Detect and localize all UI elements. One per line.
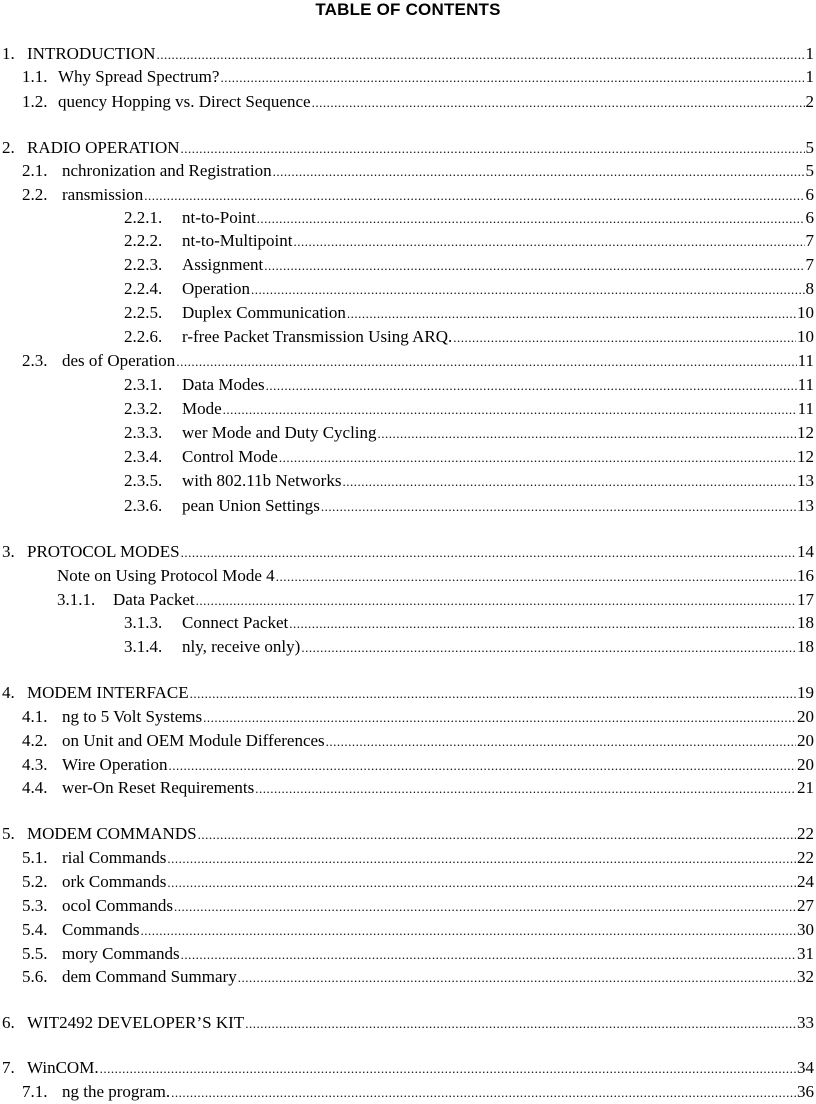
- toc-entry-number: 1.1.: [22, 67, 48, 86]
- dot-leader: [378, 423, 796, 443]
- toc-entry-title: WinCOM.: [27, 1058, 99, 1077]
- toc-entry-number: 4.2.: [22, 731, 48, 750]
- toc-entry[interactable]: [124, 327, 814, 347]
- toc-entry-number: 3.1.1.: [57, 590, 96, 609]
- toc-entry-page: 14: [797, 542, 814, 561]
- toc-entry-title: Data Packet: [113, 590, 195, 609]
- toc-entry-page: 19: [797, 683, 814, 702]
- toc-entry[interactable]: [2, 542, 814, 562]
- toc-entry-number: 2.3.5.: [124, 471, 163, 490]
- toc-entry-number: 2.3.3.: [124, 423, 163, 442]
- toc-entry-title: Commands: [62, 920, 140, 939]
- toc-entry-page: 22: [797, 848, 814, 867]
- toc-entry-page: 13: [797, 471, 814, 490]
- toc-entry-title: INTRODUCTION: [27, 44, 156, 63]
- toc-entry-title: pean Union Settings: [182, 496, 320, 515]
- toc-entry[interactable]: [124, 423, 814, 443]
- toc-entry[interactable]: [124, 375, 814, 395]
- dot-leader: [167, 848, 796, 868]
- toc-entry-title: ng to 5 Volt Systems: [62, 707, 203, 726]
- toc-entry-page: 13: [797, 496, 814, 515]
- dot-leader: [169, 755, 796, 775]
- toc-entry[interactable]: [124, 208, 814, 228]
- dot-leader: [321, 496, 796, 516]
- toc-entry[interactable]: [124, 303, 814, 323]
- toc-entry-title: wer-On Reset Requirements: [62, 778, 255, 797]
- toc-entry[interactable]: [2, 1058, 814, 1078]
- toc-entry-number: 5.4.: [22, 920, 48, 939]
- toc-entry[interactable]: [2, 1013, 814, 1033]
- toc-entry[interactable]: [22, 92, 814, 112]
- toc-entry[interactable]: [22, 185, 814, 205]
- dot-leader: [273, 161, 805, 181]
- toc-entry-title: Connect Packet: [182, 613, 289, 632]
- dot-leader: [171, 1082, 796, 1102]
- dot-leader: [176, 351, 796, 371]
- dot-leader: [174, 896, 796, 916]
- toc-entry[interactable]: [22, 731, 814, 751]
- dot-leader: [301, 637, 796, 657]
- toc-entry-number: 4.1.: [22, 707, 48, 726]
- toc-entry-number: 2.3.4.: [124, 447, 163, 466]
- toc-entry-title: Operation: [182, 279, 250, 298]
- toc-entry-number: 5.3.: [22, 896, 48, 915]
- toc-entry-page: 31: [797, 944, 814, 963]
- toc-entry-title: Duplex Communication: [182, 303, 346, 322]
- dot-leader: [140, 920, 796, 940]
- dot-leader: [167, 872, 796, 892]
- toc-entry-page: 24: [797, 872, 814, 891]
- toc-entry-page: 6: [805, 185, 814, 204]
- dot-leader: [245, 1013, 796, 1033]
- toc-entry-page: 7: [805, 231, 814, 250]
- toc-entry-page: 20: [797, 731, 814, 750]
- toc-entry-number: 2.2.6.: [124, 327, 163, 346]
- toc-entry-title: des of Operation: [62, 351, 176, 370]
- toc-entry-page: 12: [797, 447, 814, 466]
- toc-entry-title: WIT2492 DEVELOPER’S KIT: [27, 1013, 245, 1032]
- toc-entry-page: 5: [805, 161, 814, 180]
- dot-leader: [255, 778, 796, 798]
- toc-entry-title: Mode: [182, 399, 222, 418]
- toc-entry-number: 4.4.: [22, 778, 48, 797]
- toc-entry-number: 5.: [2, 824, 15, 843]
- toc-entry[interactable]: [22, 848, 814, 868]
- page-title: TABLE OF CONTENTS: [315, 0, 501, 19]
- toc-entry-number: 2.3.6.: [124, 496, 163, 515]
- dot-leader: [326, 731, 796, 751]
- toc-entry[interactable]: [22, 896, 814, 916]
- toc-entry-page: 2: [805, 92, 814, 111]
- toc-entry[interactable]: [2, 138, 814, 158]
- toc-entry-page: 6: [805, 208, 814, 227]
- toc-entry-title: MODEM COMMANDS: [27, 824, 197, 843]
- toc-entry-title: MODEM INTERFACE: [27, 683, 189, 702]
- toc-entry[interactable]: [22, 872, 814, 892]
- dot-leader: [264, 255, 804, 275]
- toc-entry[interactable]: [22, 351, 814, 371]
- toc-entry-number: 7.: [2, 1058, 15, 1077]
- toc-entry-title: Assignment: [182, 255, 264, 274]
- dot-leader: [266, 375, 797, 395]
- toc-entry-number: 5.5.: [22, 944, 48, 963]
- toc-entry-number: 7.1.: [22, 1082, 48, 1101]
- toc-entry-title: Control Mode: [182, 447, 278, 466]
- toc-entry-page: 11: [797, 399, 814, 418]
- toc-entry-number: 6.: [2, 1013, 15, 1032]
- toc-entry-number: 1.: [2, 44, 15, 63]
- toc-entry[interactable]: [57, 590, 814, 610]
- toc-entry-title: PROTOCOL MODES: [27, 542, 180, 561]
- toc-entry[interactable]: [22, 755, 814, 775]
- toc-entry-number: 2.2.5.: [124, 303, 163, 322]
- toc-entry-page: 17: [797, 590, 814, 609]
- toc-entry-number: 5.1.: [22, 848, 48, 867]
- toc-entry-title: nchronization and Registration: [62, 161, 272, 180]
- toc-entry-page: 8: [805, 279, 814, 298]
- toc-entry-title: on Unit and OEM Module Differences: [62, 731, 325, 750]
- toc-entry-title: Data Modes: [182, 375, 265, 394]
- toc-entry-page: 5: [805, 138, 814, 157]
- toc-entry-page: 12: [797, 423, 814, 442]
- toc-entry-number: 3.: [2, 542, 15, 561]
- toc-entry-title: ransmission: [62, 185, 144, 204]
- toc-entry-title: with 802.11b Networks: [182, 471, 342, 490]
- toc-entry-page: 1: [805, 67, 814, 86]
- dot-leader: [276, 566, 796, 586]
- dot-leader: [156, 44, 804, 64]
- toc-entry[interactable]: [22, 1082, 814, 1102]
- dot-leader: [198, 824, 796, 844]
- toc-entry[interactable]: [22, 161, 814, 181]
- dot-leader: [100, 1058, 796, 1078]
- toc-entry-page: 1: [805, 44, 814, 63]
- toc-entry[interactable]: [22, 944, 814, 964]
- toc-entry-page: 30: [797, 920, 814, 939]
- toc-entry-page: 7: [805, 255, 814, 274]
- toc-entry[interactable]: [124, 471, 814, 491]
- toc-entry-page: 10: [797, 327, 814, 346]
- dot-leader: [196, 590, 796, 610]
- toc-entry-number: 4.: [2, 683, 15, 702]
- toc-entry[interactable]: [124, 637, 814, 657]
- toc-entry-title: ork Commands: [62, 872, 167, 891]
- toc-entry-title: wer Mode and Duty Cycling: [182, 423, 377, 442]
- toc-entry-number: 2.2.2.: [124, 231, 163, 250]
- toc-entry-number: 3.1.3.: [124, 613, 163, 632]
- toc-entry-page: 27: [797, 896, 814, 915]
- toc-entry[interactable]: [57, 566, 814, 586]
- dot-leader: [279, 447, 796, 467]
- toc-entry-title: Why Spread Spectrum?: [58, 67, 220, 86]
- dot-leader: [312, 92, 805, 112]
- toc-entry-number: 5.6.: [22, 967, 48, 986]
- toc-entry-page: 20: [797, 707, 814, 726]
- dot-leader: [220, 67, 804, 87]
- toc-entry-page: 36: [797, 1082, 814, 1101]
- toc-entry[interactable]: [124, 231, 814, 251]
- toc-entry[interactable]: [124, 399, 814, 419]
- dot-leader: [223, 399, 797, 419]
- toc-entry[interactable]: [22, 67, 814, 87]
- toc-entry-title: rial Commands: [62, 848, 167, 867]
- toc-entry-page: 16: [797, 566, 814, 585]
- toc-entry[interactable]: [124, 255, 814, 275]
- toc-entry-title: mory Commands: [62, 944, 180, 963]
- dot-leader: [453, 327, 796, 347]
- dot-leader: [347, 303, 796, 323]
- toc-entry-title: nt-to-Multipoint: [182, 231, 293, 250]
- toc-entry[interactable]: [124, 447, 814, 467]
- toc-entry-title: Wire Operation: [62, 755, 168, 774]
- toc-entry-number: 2.3.: [22, 351, 48, 370]
- dot-leader: [257, 208, 805, 228]
- toc-entry-title: dem Command Summary: [62, 967, 237, 986]
- toc-entry-page: 20: [797, 755, 814, 774]
- toc-entry-page: 33: [797, 1013, 814, 1032]
- dot-leader: [294, 231, 805, 251]
- toc-entry[interactable]: [22, 778, 814, 798]
- toc-entry-number: 2.3.1.: [124, 375, 163, 394]
- toc-entry-number: 2.2.3.: [124, 255, 163, 274]
- toc-entry-title: Note on Using Protocol Mode 4: [57, 566, 275, 585]
- dot-leader: [238, 967, 796, 987]
- toc-entry-page: 18: [797, 637, 814, 656]
- toc-entry-page: 10: [797, 303, 814, 322]
- toc-entry-number: 5.2.: [22, 872, 48, 891]
- toc-entry[interactable]: [22, 967, 814, 987]
- toc-entry-page: 11: [797, 375, 814, 394]
- toc-entry-page: 11: [797, 351, 814, 370]
- dot-leader: [181, 944, 796, 964]
- toc-entry-title: r-free Packet Transmission Using ARQ.: [182, 327, 453, 346]
- toc-entry-page: 32: [797, 967, 814, 986]
- dot-leader: [181, 138, 805, 158]
- toc-entry-page: 34: [797, 1058, 814, 1077]
- toc-entry-page: 21: [797, 778, 814, 797]
- toc-entry-page: 18: [797, 613, 814, 632]
- toc-entry-title: nt-to-Point: [182, 208, 256, 227]
- toc-entry[interactable]: [124, 279, 814, 299]
- toc-entry[interactable]: [22, 707, 814, 727]
- toc-entry-number: 2.: [2, 138, 15, 157]
- toc-entry-title: ng the program.: [62, 1082, 171, 1101]
- toc-entry-number: 2.3.2.: [124, 399, 163, 418]
- toc-entry-number: 4.3.: [22, 755, 48, 774]
- toc-entry-title: quency Hopping vs. Direct Sequence: [58, 92, 311, 111]
- dot-leader: [144, 185, 804, 205]
- dot-leader: [203, 707, 796, 727]
- dot-leader: [190, 683, 796, 703]
- toc-entry-number: 3.1.4.: [124, 637, 163, 656]
- toc-entry-title: ocol Commands: [62, 896, 173, 915]
- toc-entry-number: 2.2.1.: [124, 208, 163, 227]
- dot-leader: [342, 471, 796, 491]
- toc-entry-page: 22: [797, 824, 814, 843]
- toc-entry-number: 2.2.4.: [124, 279, 163, 298]
- toc-entry-number: 2.1.: [22, 161, 48, 180]
- dot-leader: [251, 279, 805, 299]
- dot-leader: [289, 613, 796, 633]
- toc-entry-title: nly, receive only): [182, 637, 301, 656]
- toc-entry-number: 2.2.: [22, 185, 48, 204]
- dot-leader: [181, 542, 796, 562]
- toc-entry[interactable]: [124, 613, 814, 633]
- toc-entry[interactable]: [2, 824, 814, 844]
- toc-entry[interactable]: [22, 920, 814, 940]
- toc-entry-number: 1.2.: [22, 92, 48, 111]
- toc-entry-title: RADIO OPERATION: [27, 138, 180, 157]
- toc-entry[interactable]: [2, 44, 814, 64]
- toc-entry[interactable]: [2, 683, 814, 703]
- toc-entry[interactable]: [124, 496, 814, 516]
